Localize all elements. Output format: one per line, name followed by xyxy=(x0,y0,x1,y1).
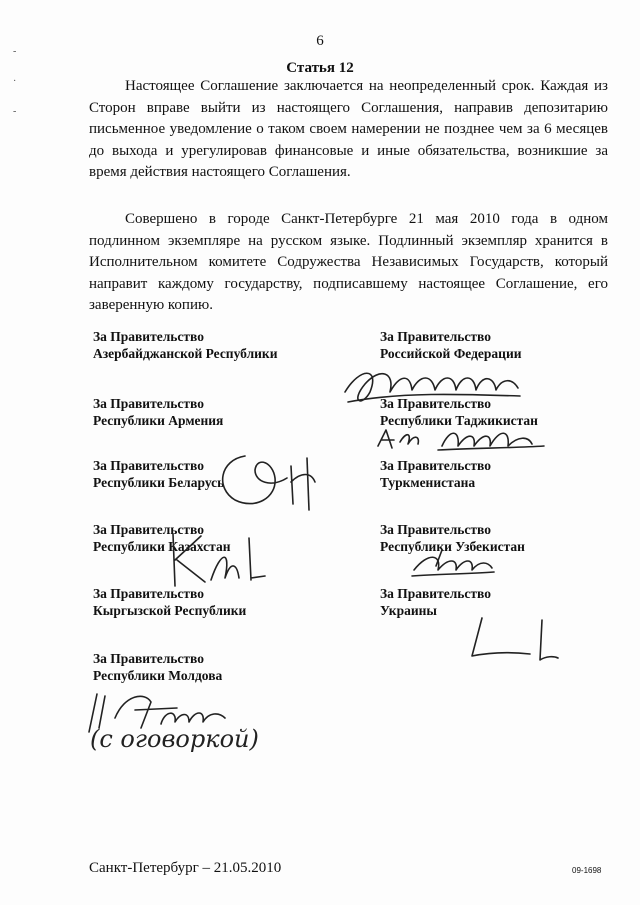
signatory-line1: За Правительство xyxy=(93,522,204,537)
margin-mark: - xyxy=(13,46,17,57)
signatory-line1: За Правительство xyxy=(93,396,204,411)
signature-kazakhstan xyxy=(165,530,270,590)
signatory-line2: Туркменистана xyxy=(380,475,476,490)
signatory-line2: Российской Федерации xyxy=(380,346,522,361)
signature-ukraine xyxy=(462,612,562,667)
page-number: 6 xyxy=(316,33,324,49)
footer-document-code: 09-1698 xyxy=(572,866,602,875)
signatory-line1: За Правительство xyxy=(93,586,204,601)
signatory-belarus xyxy=(93,457,224,491)
margin-marks xyxy=(13,37,16,127)
paragraph-done: Совершено в городе Санкт-Петербурге 21 мая 2010 года в одном подлинном экземпляре на русском языке. Подлинный экземпляр хранится в Исполнительном комитете Содружества Независимых Государств, который направит каждому государству, подписавшему настоящее Соглашение, его заверенную копию. xyxy=(89,211,608,313)
signatory-line1: За Правительство xyxy=(380,396,491,411)
signatory-azerbaijan xyxy=(93,328,278,362)
signatory-line2: Кыргызской Республики xyxy=(93,603,247,618)
signatory-line1: За Правительство xyxy=(93,458,204,473)
margin-mark: · xyxy=(13,76,17,87)
signatory-line2: Республики Таджикистан xyxy=(380,413,538,428)
signatory-kyrgyzstan xyxy=(93,585,246,619)
signatory-line2: Республики Казахстан xyxy=(93,539,231,554)
article-title: Статья 12 xyxy=(286,60,354,76)
signatory-line1: За Правительство xyxy=(93,329,204,344)
signatory-turkmenistan xyxy=(380,457,491,491)
signatory-armenia xyxy=(93,395,223,429)
paragraph-term: Настоящее Соглашение заключается на неопределенный срок. Каждая из Сторон вправе выйти из настоящего Соглашения, направив депозитарию письменное уведомление о таком своем намерении не позднее чем за 6 месяцев до выхода и урегулировав финансовые и иные обязательства, возникшие за время действия настоящего Соглашения. xyxy=(89,78,608,180)
handwritten-reservation-note: (с оговоркой) xyxy=(90,725,259,753)
signatory-line2: Республики Беларусь xyxy=(93,475,225,490)
signatory-line1: За Правительство xyxy=(380,522,491,537)
signature-uzbekistan xyxy=(408,548,498,582)
signatory-line1: За Правительство xyxy=(93,651,204,666)
signatory-line1: За Правительство xyxy=(380,329,491,344)
signatory-line2: Республики Молдова xyxy=(93,668,223,683)
signatory-russia xyxy=(380,328,522,362)
signatory-line1: За Правительство xyxy=(380,586,491,601)
footer-place-date: Санкт-Петербург – 21.05.2010 xyxy=(89,860,282,876)
margin-mark: - xyxy=(13,106,17,117)
signatory-moldova xyxy=(93,650,222,684)
signatory-line2: Азербайджанской Республики xyxy=(93,346,278,361)
signature-tajikistan xyxy=(372,426,552,458)
signatory-line2: Республики Узбекистан xyxy=(380,539,525,554)
signature-russia xyxy=(340,362,530,412)
signatory-line2: Республики Армения xyxy=(93,413,224,428)
signatory-line2: Украины xyxy=(380,603,437,618)
signature-belarus xyxy=(215,448,330,518)
signatory-line1: За Правительство xyxy=(380,458,491,473)
